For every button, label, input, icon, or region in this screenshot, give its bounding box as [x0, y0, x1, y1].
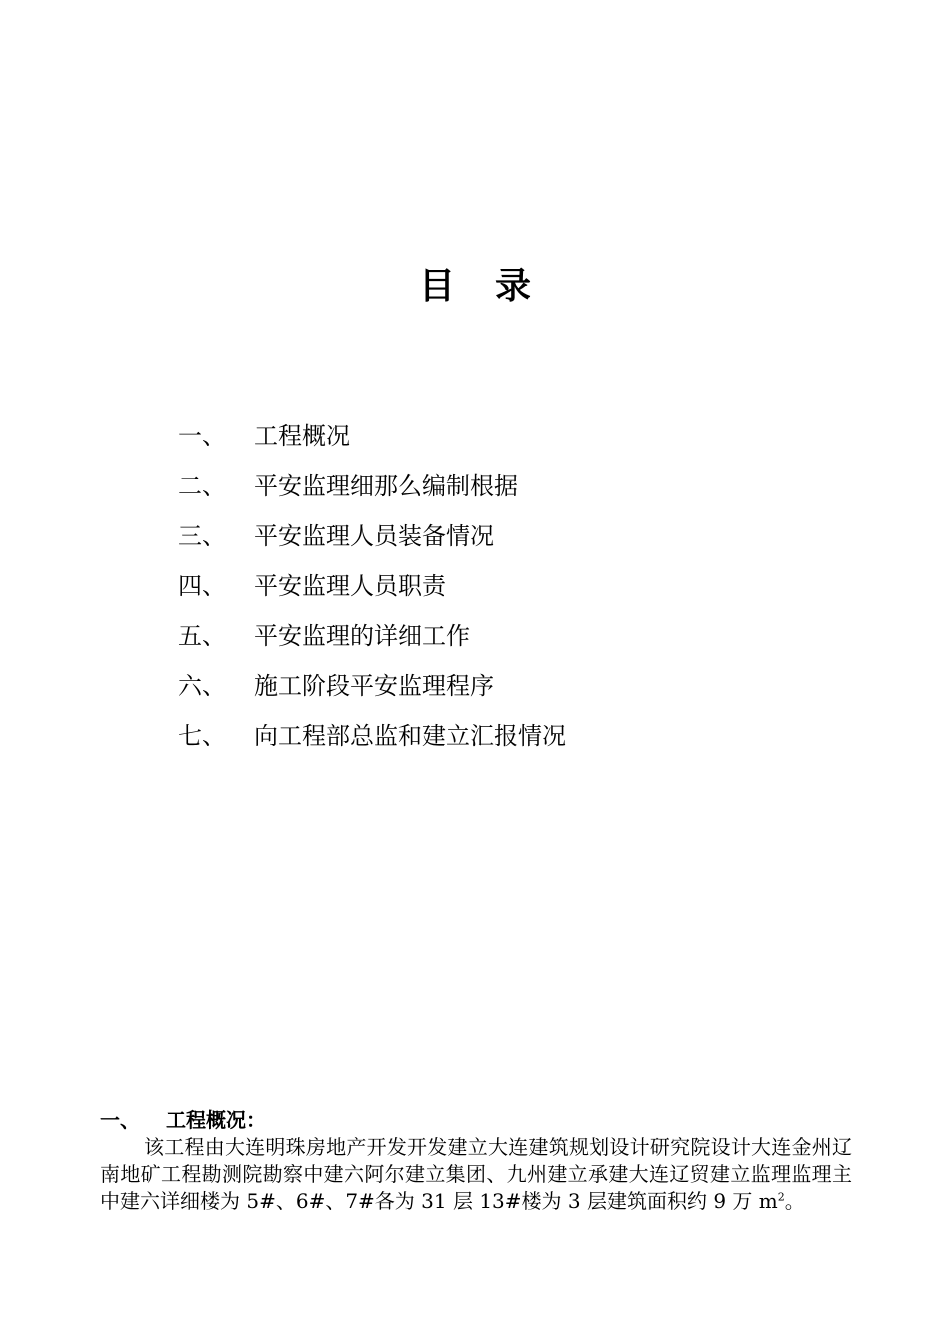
section-project-overview [100, 1106, 852, 1215]
toc-item-number: 六、 [178, 672, 226, 700]
toc-item-number: 三、 [178, 522, 226, 550]
toc-item[interactable] [178, 464, 566, 514]
toc-list [178, 414, 566, 764]
toc-item[interactable] [178, 614, 566, 664]
toc-item-text: 向工程部总监和建立汇报情况 [254, 722, 566, 750]
toc-item[interactable] [178, 664, 566, 714]
superscript-exponent: 2 [777, 1190, 785, 1204]
paragraph-end: 。 [784, 1189, 805, 1213]
section-heading [100, 1106, 852, 1134]
toc-item[interactable] [178, 514, 566, 564]
toc-item-text: 施工阶段平安监理程序 [254, 672, 494, 700]
toc-item[interactable] [178, 714, 566, 764]
toc-title-char-2: 录 [495, 266, 532, 307]
toc-item-number: 五、 [178, 622, 226, 650]
toc-item-number: 七、 [178, 722, 226, 750]
toc-title [0, 262, 950, 312]
section-number: 一、 [100, 1108, 140, 1132]
section-title: 工程概况： [166, 1108, 266, 1132]
toc-item-text: 工程概况 [254, 422, 350, 450]
toc-item-text: 平安监理细那么编制根据 [254, 472, 518, 500]
toc-item-number: 四、 [178, 572, 226, 600]
section-paragraph [100, 1134, 852, 1215]
toc-item-number: 一、 [178, 422, 226, 450]
toc-item-text: 平安监理的详细工作 [254, 622, 470, 650]
toc-item-text: 平安监理人员职责 [254, 572, 446, 600]
toc-item[interactable] [178, 414, 566, 464]
toc-item[interactable] [178, 564, 566, 614]
toc-title-char-1: 目 [418, 266, 455, 307]
paragraph-text: 该工程由大连明珠房地产开发开发建立大连建筑规划设计研究院设计大连金州辽南地矿工程勘测院勘察中建六阿尔建立集团、九州建立承建大连辽贸建立监理监理主中建六详细楼为 5#、6#、7#各为 31 层 13#楼为 3 层建筑面积约 9 万 m [100, 1135, 852, 1213]
toc-item-text: 平安监理人员装备情况 [254, 522, 494, 550]
toc-item-number: 二、 [178, 472, 226, 500]
